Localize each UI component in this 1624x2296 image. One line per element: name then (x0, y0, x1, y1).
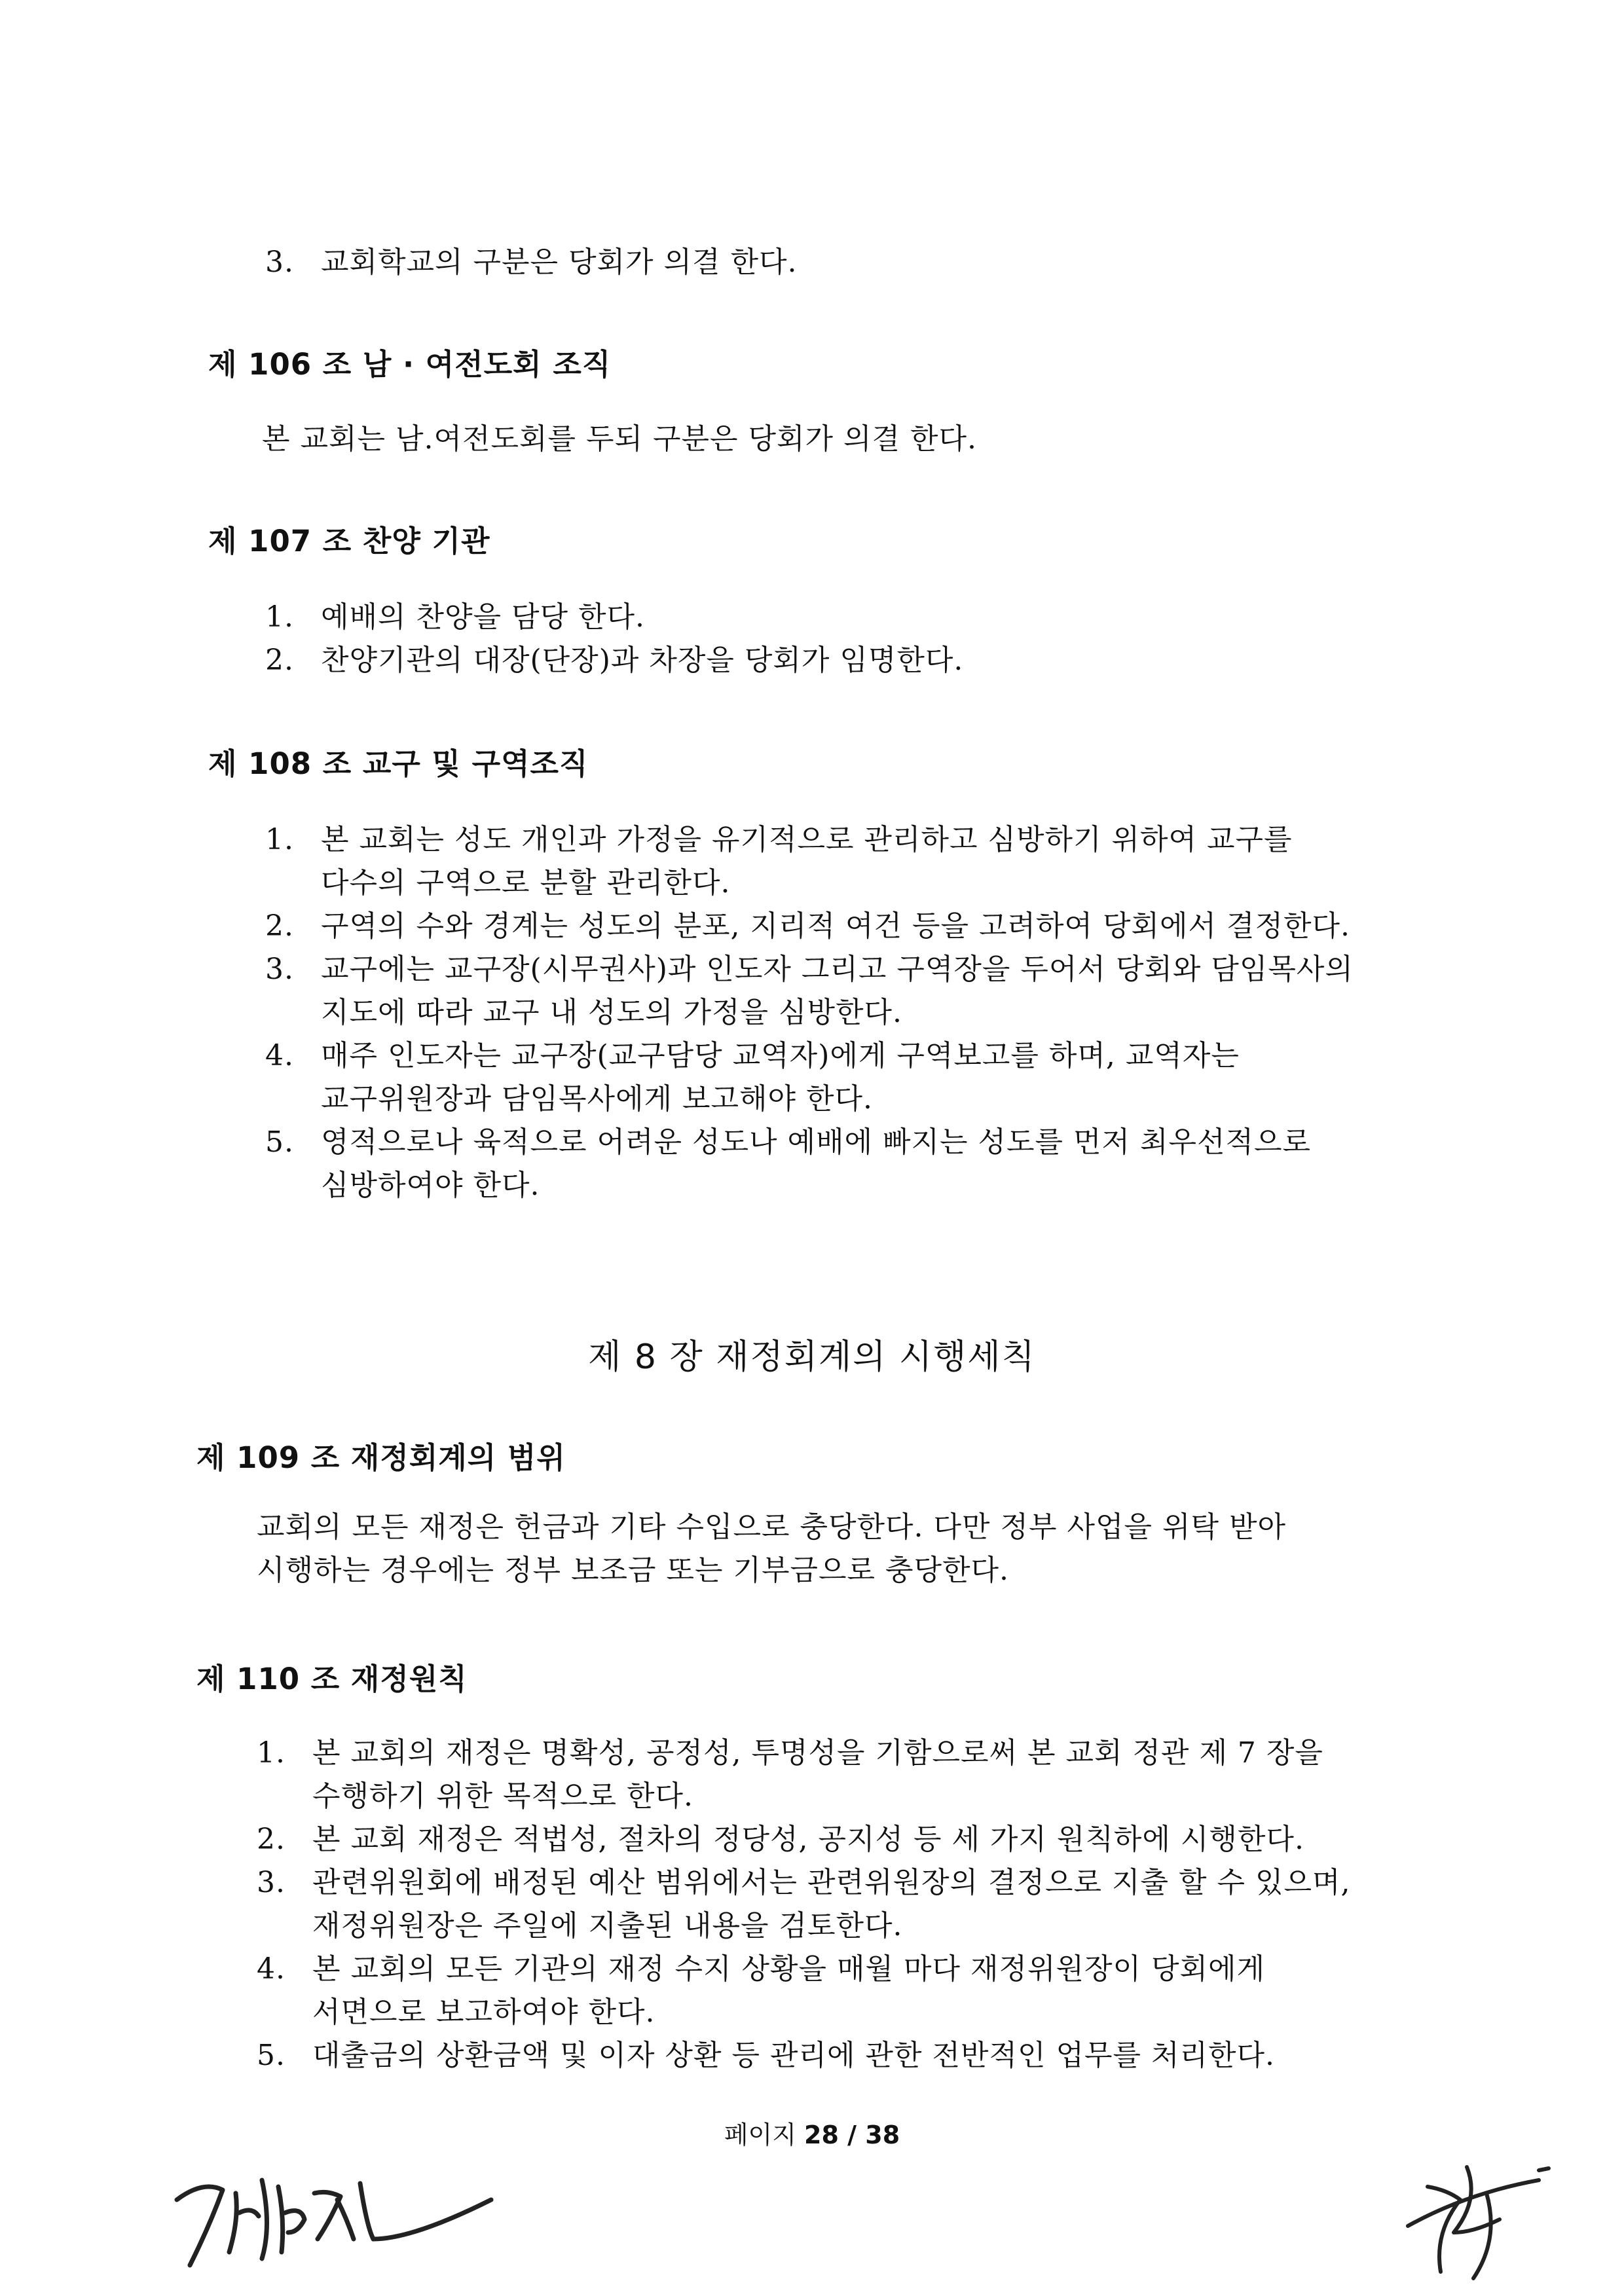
article-110-heading: 제 110 조 재정원칙 (196, 1662, 468, 1696)
list-item (257, 1818, 1351, 1861)
list-item (265, 241, 798, 284)
item-line: 교구에는 교구장(시무권사)과 인도자 그리고 구역장을 두어서 당회와 담임목사의 (321, 953, 1354, 986)
item-number: 2. (257, 1823, 286, 1856)
item-number: 1. (265, 823, 294, 856)
article-106-body (262, 418, 977, 461)
item-line: 대출금의 상환금액 및 이자 상환 등 관리에 관한 전반적인 업무를 처리한다. (312, 2039, 1275, 2072)
article-108-heading: 제 108 조 교구 및 구역조직 (208, 746, 589, 781)
item-number: 3. (257, 1866, 286, 1899)
article-107-heading: 제 107 조 찬양 기관 (208, 524, 490, 558)
item-line: 지도에 따라 교구 내 성도의 가정을 심방한다. (321, 996, 902, 1029)
article-109-body (257, 1506, 1286, 1592)
item-number: 1. (265, 600, 294, 634)
list-item (265, 905, 1354, 948)
para-line: 본 교회는 남.여전도회를 두되 구분은 당회가 의결 한다. (262, 422, 977, 456)
item-line: 본 교회 재정은 적법성, 절차의 정당성, 공지성 등 세 가지 원칙하에 시행한다. (312, 1823, 1304, 1856)
article-109-heading: 제 109 조 재정회계의 범위 (196, 1440, 566, 1475)
item-line: 서면으로 보고하여야 한다. (312, 1995, 655, 2029)
item-line: 재정위원장은 주일에 지출된 내용을 검토한다. (312, 1909, 903, 1942)
article-110-list (257, 1732, 1351, 2077)
item-number: 4. (265, 1039, 294, 1072)
item-line: 예배의 찬양을 담당 한다. (321, 600, 645, 634)
item-number: 3. (265, 953, 294, 986)
item-line: 본 교회의 재정은 명확성, 공정성, 투명성을 기함으로써 본 교회 정관 제 7 장을 (312, 1736, 1323, 1770)
list-item (265, 596, 963, 639)
chapter-title: 제 8 장 재정회계의 시행세칙 (588, 1338, 1036, 1377)
right-signature-image (1388, 2141, 1604, 2291)
item-line: 다수의 구역으로 분할 관리한다. (321, 866, 731, 900)
school-division-list (265, 241, 798, 284)
item-number: 1. (257, 1736, 286, 1770)
list-item (265, 1034, 1354, 1121)
item-line: 교구위원장과 담임목사에게 보고해야 한다. (321, 1082, 874, 1116)
item-number: 3. (265, 246, 294, 279)
item-line: 매주 인도자는 교구장(교구담당 교역자)에게 구역보고를 하며, 교역자는 (321, 1039, 1240, 1072)
para-line: 시행하는 경우에는 정부 보조금 또는 기부금으로 충당한다. (257, 1554, 1009, 1587)
item-line: 관련위원회에 배정된 예산 범위에서는 관련위원장의 결정으로 지출 할 수 있으며, (312, 1866, 1351, 1899)
item-line: 심방하여야 한다. (321, 1169, 540, 1202)
list-item (265, 948, 1354, 1034)
item-number: 5. (265, 1125, 294, 1159)
item-line: 본 교회는 성도 개인과 가정을 유기적으로 관리하고 심방하기 위하여 교구를 (321, 823, 1293, 856)
item-line: 수행하기 위한 목적으로 한다. (312, 1779, 693, 1813)
list-item (257, 1732, 1351, 1818)
article-107-list (265, 596, 963, 682)
page-label: 페이지 (724, 2121, 796, 2149)
article-106-heading: 제 106 조 남 · 여전도회 조직 (208, 347, 612, 382)
left-signature-image (164, 2154, 504, 2272)
item-number: 2. (265, 644, 294, 677)
list-item (257, 1948, 1351, 2034)
item-number: 5. (257, 2039, 286, 2072)
item-line: 교회학교의 구분은 당회가 의결 한다. (321, 246, 798, 279)
page-footer (0, 2115, 1624, 2151)
item-line: 구역의 수와 경계는 성도의 분포, 지리적 여건 등을 고려하여 당회에서 결정한다. (321, 909, 1350, 943)
list-item (257, 1861, 1351, 1948)
item-number: 4. (257, 1952, 286, 1986)
para-line: 교회의 모든 재정은 헌금과 기타 수입으로 충당한다. 다만 정부 사업을 위탁 받아 (257, 1510, 1286, 1544)
item-number: 2. (265, 909, 294, 943)
article-108-list (265, 818, 1354, 1207)
item-line: 본 교회의 모든 기관의 재정 수지 상황을 매월 마다 재정위원장이 당회에게 (312, 1952, 1265, 1986)
page-number: 28 / 38 (804, 2121, 900, 2149)
list-item (265, 639, 963, 682)
item-line: 찬양기관의 대장(단장)과 차장을 당회가 임명한다. (321, 644, 964, 677)
list-item (265, 1121, 1354, 1207)
item-line: 영적으로나 육적으로 어려운 성도나 예배에 빠지는 성도를 먼저 최우선적으로 (321, 1125, 1312, 1159)
list-item (265, 818, 1354, 905)
list-item (257, 2034, 1351, 2077)
